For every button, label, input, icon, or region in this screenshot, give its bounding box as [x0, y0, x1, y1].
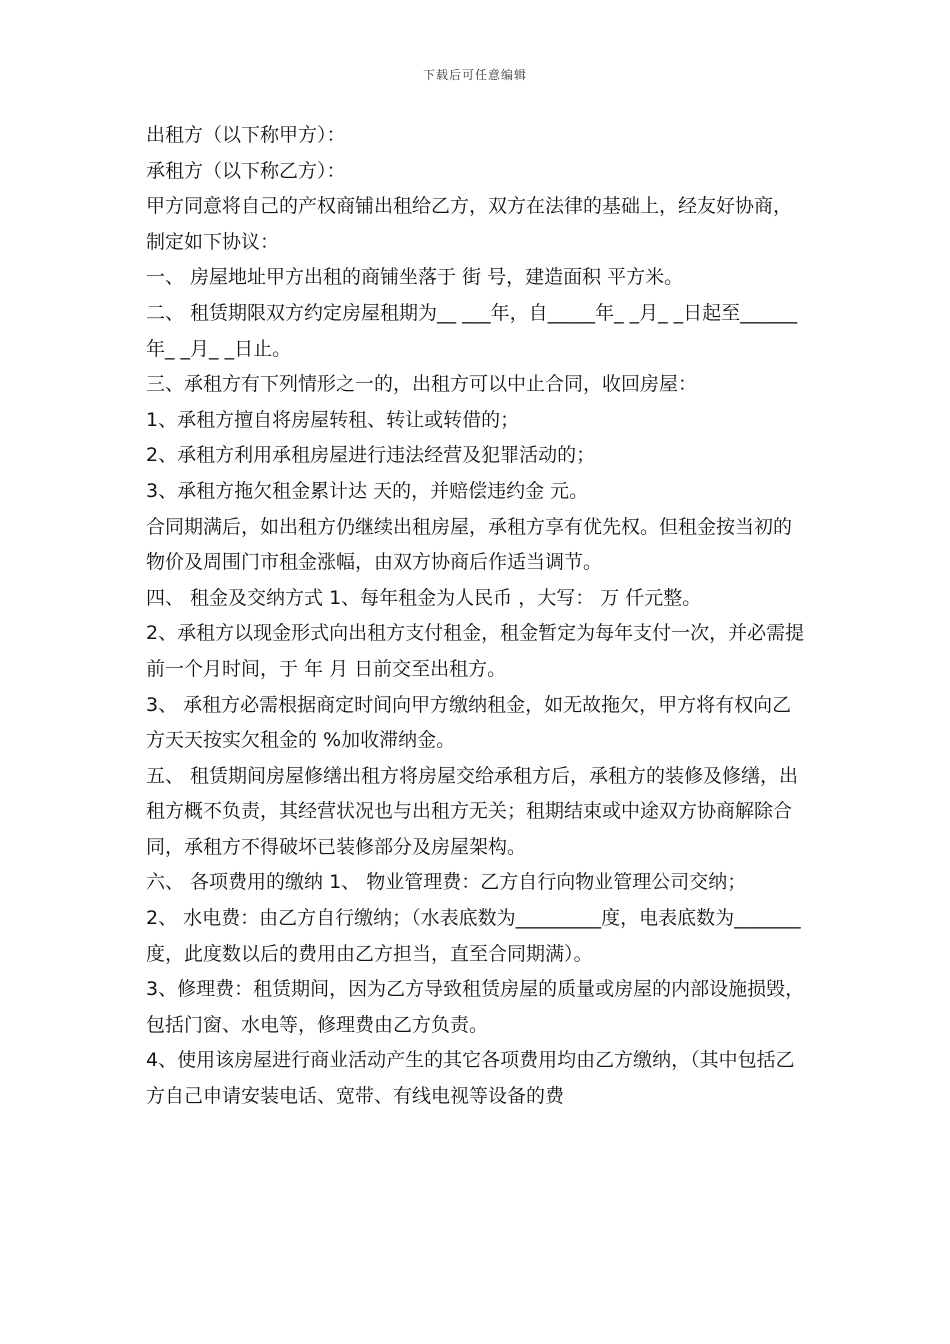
- paragraph-clause-5: 五、 租赁期间房屋修缮出租方将房屋交给承租方后，承租方的装修及修缮，出租方概不负责，其经营状况也与出租方无关；租期结束或中途双方协商解除合同，承租方不得破坏已装修部分及房屋架构。: [146, 764, 799, 858]
- paragraph-clause-4-item-3: 3、 承租方必需根据商定时间向甲方缴纳租金，如无故拖欠，甲方将有权向乙方天天按实欠租金的 %加收滞纳金。: [146, 693, 792, 752]
- paragraph-lessee: 承租方（以下称乙方）：: [146, 159, 346, 182]
- page-header: 下载后可任意编辑: [422, 68, 527, 82]
- paragraph-clause-1: 一、 房屋地址甲方出租的商铺坐落于 街 号，建造面积 平方米。: [146, 266, 684, 289]
- paragraph-clause-3-item-1: 1、承租方擅自将房屋转租、转让或转借的；: [146, 408, 520, 431]
- paragraph-clause-4: 四、 租金及交纳方式 1、每年租金为人民币 ，大写： 万 仟元整。: [146, 586, 702, 609]
- paragraph-clause-3-item-3: 3、承租方拖欠租金累计达 天的，并赔偿违约金 元。: [146, 479, 589, 502]
- paragraph-clause-2: 二、 租赁期限双方约定房屋租期为__ ___年，自_____年_ _月_ _日起至______年_ _月_ _日止。: [146, 301, 798, 360]
- paragraph-intro: 甲方同意将自己的产权商铺出租给乙方，双方在法律的基础上，经友好协商，制定如下协议：: [146, 195, 793, 253]
- paragraph-clause-6: 六、 各项费用的缴纳 1、 物业管理费：乙方自行向物业管理公司交纳；: [146, 871, 747, 894]
- paragraph-clause-3-item-2: 2、承租方利用承租房屋进行违法经营及犯罪活动的；: [146, 444, 596, 467]
- paragraph-lessor: 出租方（以下称甲方）：: [146, 124, 346, 146]
- paragraph-clause-6-item-4: 4、使用该房屋进行商业活动产生的其它各项费用均由乙方缴纳，（其中包括乙方自己申请安装电话、宽带、有线电视等设备的费: [146, 1049, 795, 1108]
- contract-body: [146, 118, 806, 1115]
- paragraph-clause-3: 三、承租方有下列情形之一的，出租方可以中止合同，收回房屋：: [146, 373, 698, 396]
- paragraph-clause-6-item-2: 2、 水电费：由乙方自行缴纳；（水表底数为_________度，电表底数为_______度，此度数以后的费用由乙方担当，直至合同期满）。: [146, 907, 801, 965]
- paragraph-clause-4-item-2: 2、承租方以现金形式向出租方支付租金，租金暂定为每年支付一次，并必需提前一个月时间，于 年 月 日前交至出租方。: [146, 622, 805, 680]
- paragraph-clause-6-item-3: 3、修理费：租赁期间，因为乙方导致租赁房屋的质量或房屋的内部设施损毁，包括门窗、水电等，修理费由乙方负责。: [146, 978, 805, 1036]
- paragraph-renewal: 合同期满后，如出租方仍继续出租房屋，承租方享有优先权。但租金按当初的物价及周围门市租金涨幅，由双方协商后作适当调节。: [146, 515, 793, 574]
